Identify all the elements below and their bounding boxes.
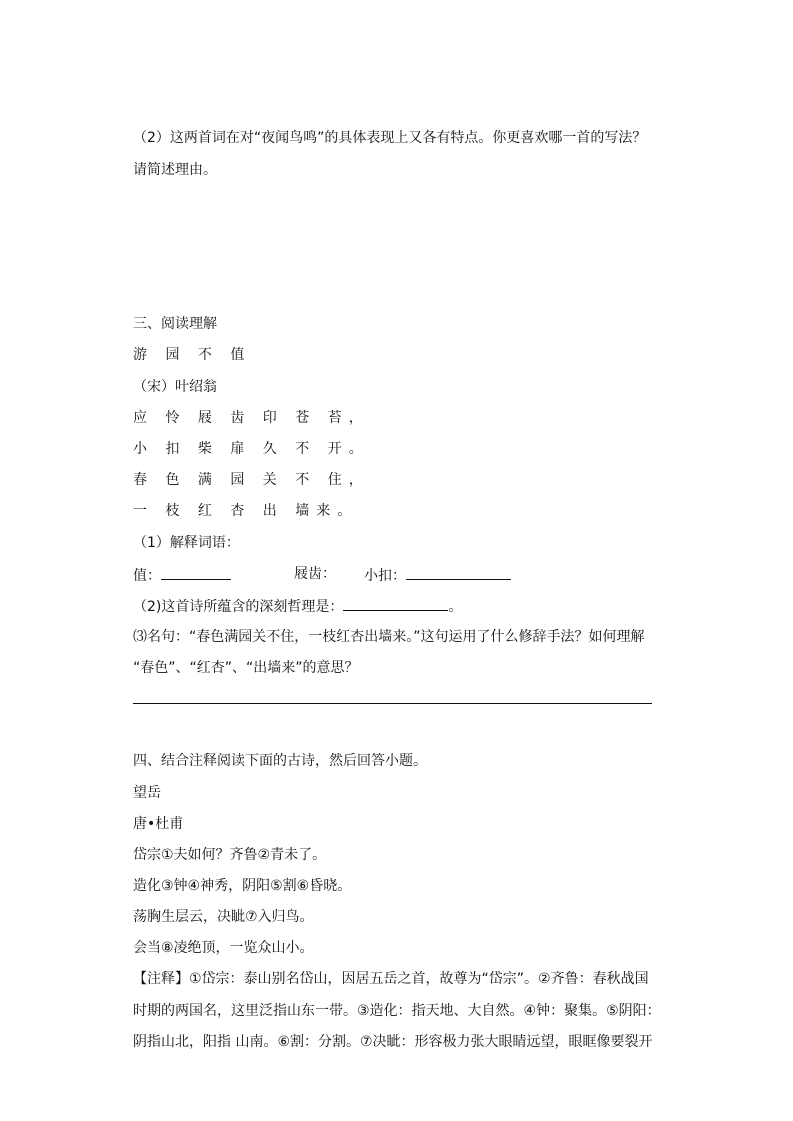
jichi-label: 屐齿：	[294, 566, 336, 582]
section-4-heading: 四、结合注释阅读下面的古诗，然后回答小题。	[133, 753, 427, 769]
poem-author: （宋）叶绍翁	[133, 379, 217, 395]
zhi-label: 值：	[133, 568, 161, 584]
poem-2-line: 荡胸生层云，决眦⑦入归鸟。	[133, 909, 314, 925]
question-2-line-2: 请简述理由。	[133, 162, 217, 178]
poem-line: 应 怜 屐 齿 印 苍 苔，	[133, 410, 370, 426]
notes-line: 【注释】①岱宗：泰山别名岱山，因居五岳之首，故尊为“岱宗”。②齐鲁：春秋战国	[133, 971, 649, 987]
poem-2-line: 岱宗①夫如何？齐鲁②青未了。	[133, 847, 327, 863]
philosophy-suffix: 。	[448, 599, 463, 615]
notes-line: 阴指山北，阳指 山南。⑥割：分割。⑦决眦：形容极力张大眼睛远望，眼眶像要裂开	[133, 1034, 653, 1050]
poem-line: 春 色 满 园 关 不 住，	[133, 472, 370, 488]
poem-line: 一 枝 红 杏 出 墙来。	[133, 503, 359, 519]
philosophy-answer-blank[interactable]	[343, 595, 448, 611]
poem-title: 游 园 不 值	[133, 347, 252, 363]
answer-line[interactable]	[133, 703, 652, 704]
question-1-answers	[133, 564, 231, 586]
philosophy-prompt: （2)这首诗所蕴含的深刻哲理是：	[133, 599, 344, 615]
jichi-group	[294, 564, 336, 584]
question-3-line-2: “春色”、“红杏”、“出墙来”的意思？	[133, 660, 359, 676]
poem-line: 小 扣 柴 扉 久 不 开。	[133, 441, 370, 457]
question-3-line-1: ⑶名句：“春色满园关不住，一枝红杏出墙来。”这句运用了什么修辞手法？如何理解	[133, 629, 645, 645]
poem-2-line: 造化③钟④神秀，阴阳⑤割⑥昏晓。	[133, 878, 352, 894]
section-3-heading: 三、阅读理解	[133, 316, 217, 332]
question-2-line-1: （2）这两首词在对“夜闻鸟鸣”的具体表现上又各有特点。你更喜欢哪一首的写法？	[133, 130, 647, 146]
question-1-label: （1）解释词语：	[133, 535, 240, 551]
poem-2-line: 会当⑧凌绝顶，一览众山小。	[133, 940, 314, 956]
xiaokou-group	[364, 564, 511, 586]
question-2-philosophy	[133, 595, 462, 617]
xiaokou-answer-blank[interactable]	[406, 564, 511, 580]
poem-2-author: 唐•杜甫	[133, 816, 184, 832]
xiaokou-label: 小扣：	[364, 568, 406, 584]
poem-2-title: 望岳	[133, 785, 161, 801]
notes-line: 时期的两国名，这里泛指山东一带。③造化：指天地、大自然。④钟：聚集。⑤阴阳：	[133, 1003, 661, 1019]
zhi-answer-blank[interactable]	[161, 564, 231, 580]
